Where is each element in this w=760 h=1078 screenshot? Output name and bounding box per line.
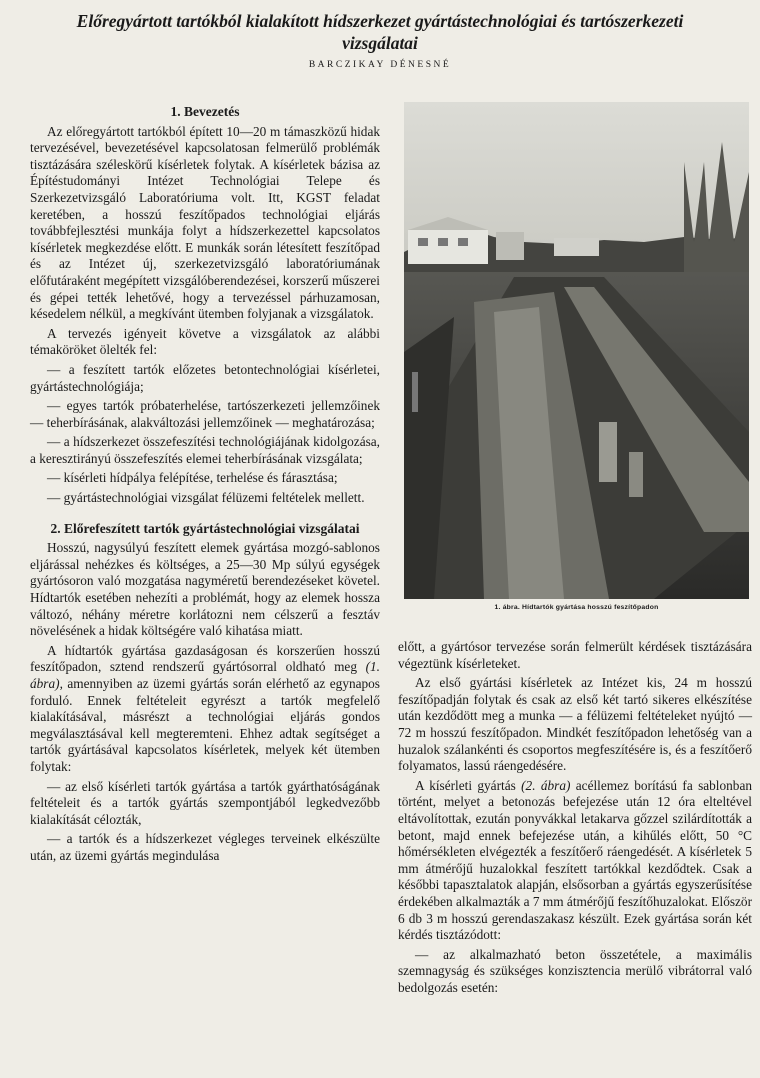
left-column [30, 104, 380, 868]
list-item: — egyes tartók próbaterhelése, tartószerkezeti jellemzőinek — teherbírásának, alakváltozási jellemzőinek — meghatározása; [30, 398, 380, 430]
list-item: — a feszített tartók előzetes betontechnológiai kísérletei, gyártástechnológiája; [30, 361, 380, 394]
paragraph: előtt, a gyártósor tervezése során felmerült kérdések tisztázására végeztünk kísérleteket. [398, 639, 752, 671]
list-item: — kísérleti hídpálya felépítése, terhelése és fárasztása; [47, 470, 338, 486]
section-heading-1: 1. Bevezetés [170, 104, 240, 119]
text: A hídtartók gyártása gazdaságosan és korszerűen hosszú feszítőpadon, sztend rendszerű gyártósorral oldható meg [30, 642, 380, 675]
paragraph [30, 643, 380, 776]
text: , amennyiben az üzemi gyártás során elérhető az egynapos forduló. Ennek feltételeit egyrészt a tartók megfelelő kialakításával, másrészt a technológiai eljárás gondos megválasztásával kell megteremteni. Ehhez adtak segítséget a tartók gyártásával kapcsolatos kísérletek, melyek két ütemben folytak: [30, 676, 380, 774]
list-item: — a hídszerkezet összefeszítési technológiájának kidolgozása, a keresztirányú összefeszítés elemei teherbírásának vizsgálata; [30, 434, 380, 466]
list-item: — az alkalmazható beton összetétele, a maximális szemnagyság és szükséges konzisztencia merülő vibrátorral való bedolgozás esetén: [398, 946, 752, 995]
figure-reference: (2. ábra) [521, 777, 571, 793]
author: BARCZIKAY DÉNESNÉ [308, 60, 452, 70]
article-title: Előregyártott tartókból kialakított hídszerkezet gyártástechnológiai és tartószerkezeti vizsgálatai [76, 11, 684, 53]
paragraph: Hosszú, nagysúlyú feszített elemek gyártása mozgó-sablonos eljárással nehézkes és költséges, a 25—30 Mp súlyú egységek gyártósoron való mozgatása nagyméretű berendezéseket követel. Hídtartók esetében nehezíti a problémát, hogy az elemek hossza változó, néhány méretre korlátozni nem célszerű a fesztáv növelésének a hidak költségére való kihatása miatt. [30, 540, 380, 639]
paragraph: A tervezés igényeit követve a vizsgálatok az alábbi témaköröket ölelték fel: [30, 325, 380, 358]
section-heading-2: 2. Előrefeszített tartók gyártástechnológiai vizsgálatai [50, 520, 360, 536]
figure-caption: 1. ábra. Hídtartók gyártása hosszú feszítőpadon [494, 604, 659, 611]
paragraph: Az első gyártási kísérletek az Intézet kis, 24 m hosszú feszítőpadján folytak és csak az első két tartó sikeres elkészítése után kezdődött meg a munka — a félüzemi feltételeket nyújtó — 72 m hosszú feszítőpadon. Mindkét feszítőpadon lehetőség van a huzalok szálankénti és csoportos megfeszítésére is, és a feszítőerő folyamatos, lassú ráengedésére. [398, 675, 752, 774]
list-item: — gyártástechnológiai vizsgálat félüzemi feltételek mellett. [47, 490, 365, 506]
list-item: — a tartók és a hídszerkezet végleges terveinek elkészülte után, az üzemi gyártás megindulása [30, 831, 380, 863]
figure-reference: (1. ábra) [30, 659, 380, 691]
paragraph: Az előregyártott tartókból épített 10—20 m támaszközű hidak tervezésével, bevezetésével kapcsolatosan felmerülő problémák tisztázására széleskörű kísérletek folytak. A kísérletek bázisa az Építéstudományi Intézet Technológiai Telepe és Szerkezetvizsgáló Laboratóriuma volt. Itt, KGST feladat keretében, a hosszú feszítőpados technológiai eljárás továbbfejlesztési munkája folyt a hídszerkezettel kapcsolatos kísérletek megkezdése előtt. E munkák során létesített feszítőpad és az Intézet új, szerkezetvizsgáló laboratóriumának előfutáraként megépített vizsgálóberendezései, korszerű műszerei és gépei tették lehetővé, hogy a tervezéssel párhuzamosan, késedelem nélkül, a megkívánt ütemben folyjanak a vizsgálatok. [30, 123, 380, 322]
photo-illustration [404, 102, 749, 599]
figure-photo [404, 102, 749, 599]
right-column [398, 639, 752, 999]
paragraph [398, 778, 752, 944]
text: A kísérleti gyártás [415, 777, 522, 793]
text: acéllemez borítású fa sablonban történt, melyet a betonozás befejezése után 12 óra elteltével eltávolítottak, ezután ponyvákkal letakarva gőzzel szilárdították a betont, majd ennek befejezése után, a kihűlés előtt, 50 °C hőmérsékleten elvégezték a feszítőerő ráengedését. A kísérletek 5 mm átmérőjű huzalokkal feszített tartókkal kezdődtek. Csak a későbbi tapasztalatok alapján, elsősorban a gyártás egyszerűsítése érdekében alkalmazták a 7 mm átmérőjű feszítőhuzalokat. Először 6 db 3 m hosszú gerendaszakasz készült. Ezek gyártása során két kérdés tisztázódott: [398, 777, 752, 943]
list-item: — az első kísérleti tartók gyártása a tartók gyárthatóságának feltételeit és a tartók gyártás szempontjából legkedvezőbb kialakítását célozták, [30, 778, 380, 827]
